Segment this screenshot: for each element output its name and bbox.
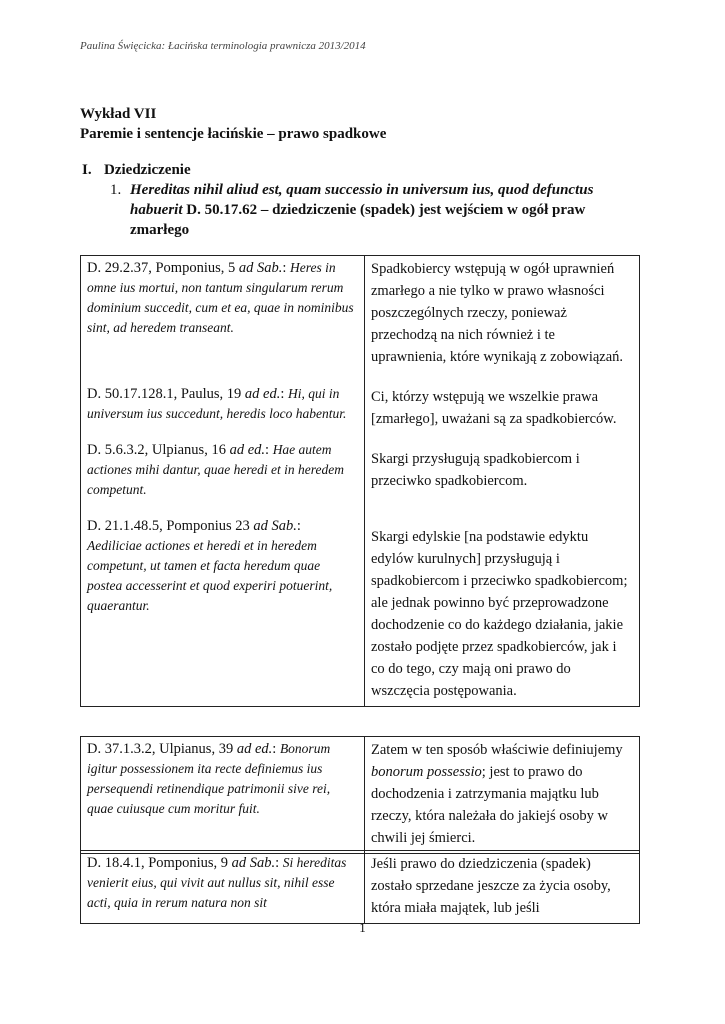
list-item-number: 1.: [110, 182, 122, 198]
translation-text: ; jest to prawo do dochodzenia i zatrzymania majątku lub rzeczy, która należała do jakiejś osoby w chwili jej śmierci.: [371, 764, 608, 846]
table-row: [81, 737, 640, 854]
latin-source-cell: [81, 256, 365, 707]
citation-work: ad ed.: [229, 442, 266, 458]
sources-table-1: [80, 255, 640, 707]
citation: D. 50.17.128.1, Paulus, 19: [87, 386, 245, 402]
citation-colon: :: [296, 518, 301, 534]
citation-work: ad Sab.: [253, 518, 297, 534]
polish-translation-cell: [365, 256, 640, 707]
citation-colon: :: [275, 855, 283, 871]
citation: D. 5.6.3.2, Ulpianus, 16: [87, 442, 230, 458]
running-header: Paulina Święcicka: Łacińska terminologia prawnicza 2013/2014: [80, 40, 366, 52]
spacer: [87, 338, 358, 384]
latin-text: Aediliciae actiones et heredi et in heredem competunt, ut tamen et facta heredum quae postea accesserint et quod experiri potuerint, quaerantur.: [87, 538, 333, 613]
section-heading: [80, 160, 640, 180]
translation-text: Ci, którzy wstępują we wszelkie prawa [zmarłego], uważani są za spadkobierców.: [371, 389, 617, 427]
table-row: [81, 851, 640, 924]
citation-work: ad Sab.: [238, 260, 283, 276]
legal-term: bonorum possessio: [371, 764, 482, 780]
page-number: 1: [359, 920, 366, 935]
latin-text: Heres in omne ius mortui, non tantum singularum rerum dominium succedit, cum et ea, quae in nominibus sint, ad heredem transeant.: [87, 260, 354, 335]
translation-text: Skargi przysługują spadkobiercom i przeciwko spadkobiercom.: [371, 451, 580, 489]
lecture-number: Wykład VII: [80, 106, 157, 122]
sources-table-2: [80, 736, 640, 854]
latin-text: Bonorum igitur possessionem ita recte definiemus ius persequendi retinendique patrimonii sive rei, quae cuiusque cum moritur fuit.: [87, 741, 331, 816]
list-item-text: [130, 180, 640, 240]
translation-text: Jeśli prawo do dziedziczenia (spadek) zostało sprzedane jeszcze za życia osoby, która miała majątek, lub jeśli: [371, 856, 611, 916]
spacer: [371, 492, 633, 526]
citation-work: ad ed.: [236, 741, 273, 757]
citation-colon: :: [280, 386, 288, 402]
sources-table-3: [80, 850, 640, 924]
citation-work: ad ed.: [244, 386, 281, 402]
citation: D. 18.4.1, Pomponius, 9: [87, 855, 232, 871]
citation: D. 37.1.3.2, Ulpianus, 39: [87, 741, 237, 757]
latin-source-cell: [81, 851, 365, 924]
latin-source-cell: [81, 737, 365, 854]
section-numeral: I.: [82, 162, 92, 178]
translation-text: Spadkobiercy wstępują w ogół uprawnień zmarłego a nie tylko w prawo własności poszczególnych rzeczy, ponieważ przechodzą na nich również i te uprawnienia, które wynikają z zobowiązań.: [371, 261, 624, 365]
latin-text: Hae autem actiones mihi dantur, quae heredi et in heredem competunt.: [87, 442, 344, 497]
latin-text: Si hereditas venierit eius, qui vivit aut nullus sit, nihil esse acti, quia in rerum natura non sit: [87, 855, 347, 910]
table-row: [81, 256, 640, 707]
section-title: Dziedziczenie: [104, 162, 191, 178]
maxim-translation: D. 50.17.62 – dziedziczenie (spadek) jest wejściem w ogół praw zmarłego: [130, 202, 586, 238]
lecture-heading: [80, 104, 640, 144]
citation-work: ad Sab.: [231, 855, 276, 871]
translation-text: Zatem w ten sposób właściwie definiujemy: [371, 742, 623, 758]
polish-translation-cell: [365, 851, 640, 924]
spacer: [371, 430, 633, 448]
citation: D. 29.2.37, Pomponius, 5: [87, 260, 239, 276]
citation-colon: :: [265, 442, 273, 458]
spacer: [87, 500, 358, 516]
lecture-title: Paremie i sentencje łacińskie – prawo spadkowe: [80, 126, 387, 142]
citation-colon: :: [282, 260, 291, 276]
citation: D. 21.1.48.5, Pomponius 23: [87, 518, 254, 534]
list-item-1: [80, 180, 640, 240]
latin-text: Hi, qui in universum ius succedunt, heredis loco habentur.: [87, 386, 347, 421]
spacer: [371, 368, 633, 386]
translation-text: Skargi edylskie [na podstawie edyktu edylów kurulnych] przysługują i spadkobiercom i przeciwko spadkobiercom; ale jednak powinno być przeprowadzone dochodzenie co do każdego działania, jakie zostało podjęte przez spadkobierców, jak i co do tego, czy mają oni prawo do wszczęcia postępowania.: [371, 529, 628, 699]
polish-translation-cell: [365, 737, 640, 854]
spacer: [87, 424, 358, 440]
citation-colon: :: [272, 741, 280, 757]
maxim-latin: Hereditas nihil aliud est, quam successio in universum ius, quod defunctus habuerit: [130, 182, 594, 218]
